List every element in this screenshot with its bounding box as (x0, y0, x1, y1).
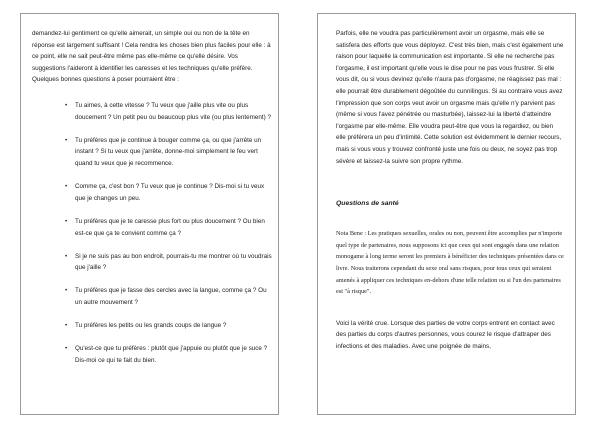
bullet-icon: • (65, 217, 68, 225)
section-heading: Questions de santé (336, 200, 399, 208)
question-list (32, 100, 272, 367)
list-item: • Tu préfères que je te caresse plus fort ou plus doucement ? Ou bien est-ce que ça te convient comme ça ? (65, 217, 265, 237)
nota-bene-paragraph: Nota Bene : Les pratiques sexuelles, orales ou non, peuvent être accomplies par n'importe quel type de partenaires, nous supposons ici que ceux qui sont engagés dans une relation monogame à long terme seront les premiers à bénéficier des techniques présentées dans ce livre. Nous traiterons cependant du sexe oral sans risques, pour tous ceux qui seraient amenés à appliquer ces techniques en-dehors d'une telle relation ou si l'un des partenaires est "à risque". (336, 230, 564, 296)
list-item: • Si je ne suis pas au bon endroit, pourrais-tu me montrer où tu voudrais que j'aille ? (65, 252, 272, 272)
left-page-content (32, 28, 272, 378)
right-page-content (336, 28, 564, 352)
body-paragraph: Parfois, elle ne voudra pas particulièrement avoir un orgasme, mais elle se satisfera des efforts que vous déployez. C'est très bien, mais c'est également une raison pour laquelle la communication est importante. Si elle ne recherche pas l'orgasme, il est important qu'elle vous le dise pour ne pas vous frustrer. Si elle vous dit, ou si vous devinez qu'elle n'aura pas d'orgasme, ne réagissez pas mal : elle pourrait être durablement dégoûtée du cunnilingus. Si au contraire vous avez l'impression que son corps veut avoir un orgasme mais qu'elle n'y parvient pas (même si vous l'avez pénétrée ou masturbée), laissez-lui la liberté d'atteindre l'orgasme par elle-même. Elle voudra peut-être que vous la regardiez, ou bien elle préférera un peu d'intimité. Cette solution est évidemment le dernier recours, mais si vous vous y trouvez confronté juste une fois ou deux, ne soyez pas trop sévère et laissez-la suivre son propre rythme. (336, 30, 564, 165)
list-item: • Tu préfères que je fasse des cercles avec la langue, comme ça ? Ou un autre mouvement ? (65, 287, 267, 307)
bullet-icon: • (65, 183, 68, 191)
bullet-icon: • (65, 252, 68, 260)
closing-paragraph: Voici la vérité crue. Lorsque des parties de votre corps entrent en contact avec des parties du corps d'autres personnes, vous courez le risque d'attraper des infections et des maladies. Avec une poignée de mains, (336, 319, 555, 350)
right-page (317, 13, 576, 415)
intro-paragraph: demandez-lui gentiment ce qu'elle aimerait, un simple oui ou non de la tête en réponse est largement suffisant ! Cela rendra les choses bien plus faciles pour elle : à ce point, elle ne sait peut-être même pas elle-même ce qu'elle désire. Vos suggestions l'aideront à identifier les caresses et les techniques qu'elle préfère. Quelques bonnes questions à poser pourraient être : (32, 30, 271, 84)
list-item: • Tu aimes, à cette vitesse ? Tu veux que j'aille plus vite ou plus doucement ? Un petit peu ou beaucoup plus vite (ou plus lentement) ? (65, 101, 272, 121)
left-page (20, 13, 279, 415)
bullet-icon: • (65, 322, 68, 330)
bullet-icon: • (65, 287, 68, 295)
list-item: • Comme ça, c'est bon ? Tu veux que je continue ? Dis-moi si tu veux que je changes un peu. (65, 183, 265, 202)
bullet-icon: • (65, 345, 68, 353)
list-item: • Qu'est-ce que tu préfères : plutôt que j'appuie ou plutôt que je suce ? Dis-moi ce qui te fait du bien. (65, 345, 268, 365)
bullet-icon: • (65, 101, 68, 109)
list-item: • Tu préfères que je continue à bouger comme ça, ou que j'arrête un instant ? Si tu veux que j'arrête, donne-moi simplement le feu vert quand tu veux que je recommence. (65, 136, 262, 167)
list-item: • Tu préfères les petits ou les grands coups de langue ? (32, 320, 272, 332)
bullet-icon: • (65, 136, 68, 144)
